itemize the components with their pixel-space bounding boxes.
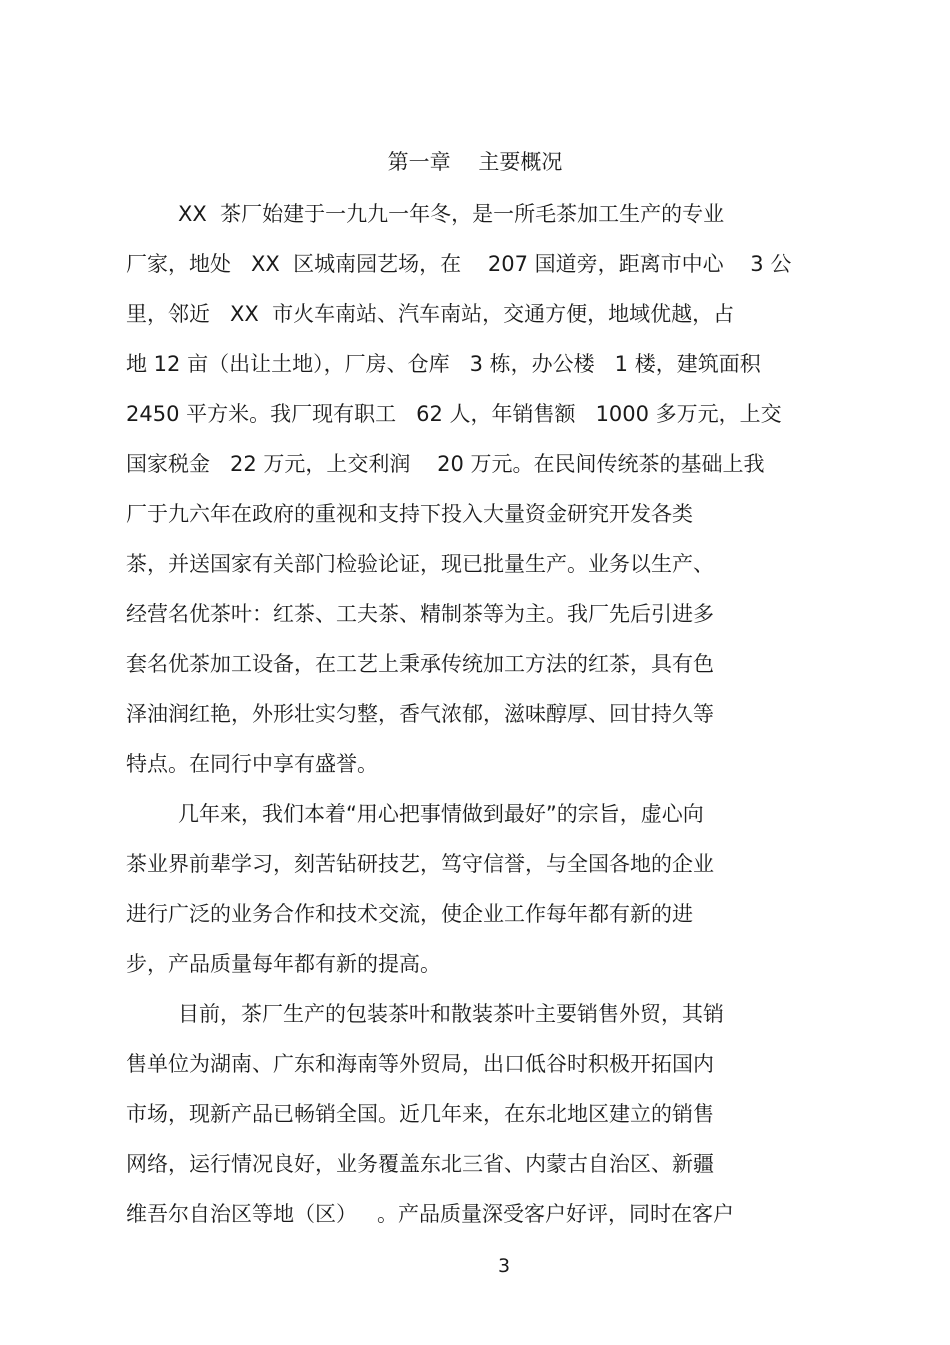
- paragraph-1-line-5: 2450 平方米。我厂现有职工 62 人，年销售额 1000 多万元，上交: [126, 402, 782, 426]
- paragraph-1-line-9: 经营名优茶叶：红茶、工夫茶、精制茶等为主。我厂先后引进多: [126, 602, 714, 626]
- paragraph-1-line-4: 地 12 亩（出让土地），厂房、仓库 3 栋，办公楼 1 楼，建筑面积: [126, 352, 761, 376]
- paragraph-1-line-2: 厂家，地处 XX 区城南园艺场，在 207 国道旁，距离市中心 3 公: [126, 252, 792, 276]
- paragraph-1-line-1: XX 茶厂始建于一九九一年冬，是一所毛茶加工生产的专业: [178, 202, 725, 226]
- page-number: 3: [497, 1255, 511, 1277]
- paragraph-1-line-8: 茶，并送国家有关部门检验论证，现已批量生产。业务以生产、: [126, 552, 714, 576]
- paragraph-1-line-12: 特点。在同行中享有盛誉。: [126, 752, 378, 776]
- paragraph-2-line-3: 进行广泛的业务合作和技术交流，使企业工作每年都有新的进: [126, 902, 693, 926]
- paragraph-2-line-2: 茶业界前辈学习，刻苦钻研技艺，笃守信誉，与全国各地的企业: [126, 852, 714, 876]
- chapter-heading: 第一章 主要概况: [387, 150, 563, 174]
- paragraph-1-line-3: 里，邻近 XX 市火车南站、汽车南站，交通方便，地域优越，占: [126, 302, 735, 326]
- paragraph-3-line-3: 市场，现新产品已畅销全国。近几年来，在东北地区建立的销售: [126, 1102, 714, 1126]
- paragraph-2-line-4: 步，产品质量每年都有新的提高。: [126, 952, 441, 976]
- paragraph-3-line-2: 售单位为湖南、广东和海南等外贸局，出口低谷时积极开拓国内: [126, 1052, 714, 1076]
- paragraph-1-line-7: 厂于九六年在政府的重视和支持下投入大量资金研究开发各类: [126, 502, 693, 526]
- paragraph-3-line-1: 目前，茶厂生产的包装茶叶和散装茶叶主要销售外贸，其销: [178, 1002, 724, 1026]
- paragraph-3-line-4: 网络，运行情况良好，业务覆盖东北三省、内蒙古自治区、新疆: [126, 1152, 714, 1176]
- paragraph-3-line-5: 维吾尔自治区等地（区） 。产品质量深受客户好评，同时在客户: [126, 1202, 735, 1226]
- paragraph-2-line-1: 几年来，我们本着“用心把事情做到最好”的宗旨，虚心向: [178, 802, 704, 826]
- paragraph-1-line-6: 国家税金 22 万元，上交利润 20 万元。在民间传统茶的基础上我: [126, 452, 765, 476]
- paragraph-1-line-10: 套名优茶加工设备，在工艺上秉承传统加工方法的红茶，具有色: [126, 652, 714, 676]
- paragraph-1-line-11: 泽油润红艳，外形壮实匀整，香气浓郁，滋味醇厚、回甘持久等: [126, 702, 714, 726]
